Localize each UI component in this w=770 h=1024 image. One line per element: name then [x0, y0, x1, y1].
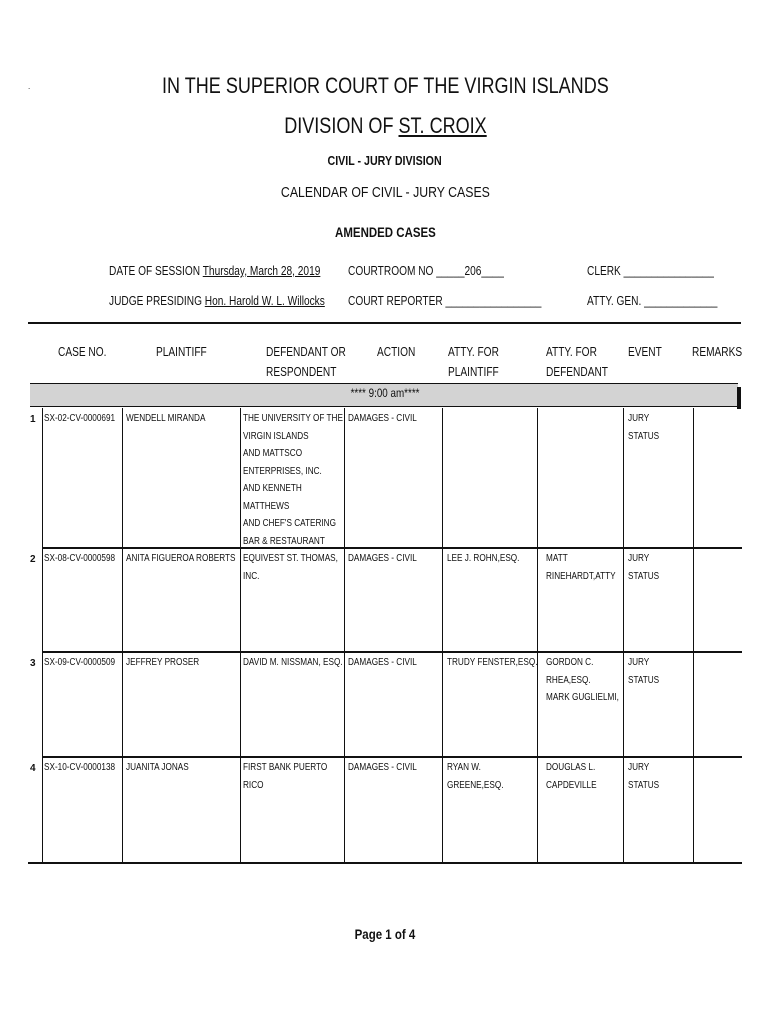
col-header-case: CASE NO.: [58, 344, 107, 359]
column-rule: [623, 408, 624, 548]
action-cell-text: DAMAGES - CIVIL: [348, 762, 417, 773]
action-cell-text: DAMAGES - CIVIL: [348, 553, 417, 564]
col-header-defendant: DEFENDANT OR RESPONDENT: [266, 344, 346, 379]
col-header-remarks: REMARKS: [692, 344, 743, 359]
atty-plaintiff-cell: [447, 654, 539, 672]
case-number-text: SX-08-CV-0000598: [44, 553, 116, 564]
atty-defendant-cell-line: RHEA,ESQ.: [546, 674, 591, 686]
atty-defendant-cell-line: CAPDEVILLE: [546, 779, 597, 791]
reporter-label: COURT REPORTER: [348, 293, 443, 308]
column-rule: [122, 548, 123, 652]
judge-line: [109, 293, 386, 308]
column-rule: [344, 652, 345, 757]
event-cell-line: JURY: [628, 553, 650, 564]
defendant-cell-line: MATTHEWS: [243, 500, 290, 512]
atty-defendant-cell-line: DOUGLAS L.: [546, 762, 596, 773]
event-cell: [628, 654, 690, 689]
amended-cases-heading: AMENDED CASES: [334, 224, 436, 240]
column-rule: [693, 548, 694, 652]
atty-defendant-cell-line: MATT: [546, 553, 568, 564]
column-rule: [122, 652, 123, 757]
defendant-cell: [243, 654, 343, 672]
column-rule: [240, 548, 241, 652]
page-number: Page 1 of 4: [354, 926, 416, 942]
attygen-line: [587, 293, 754, 308]
defendant-cell-line: ENTERPRISES, INC.: [243, 465, 322, 477]
column-rule: [693, 757, 694, 862]
defendant-cell-line: AND MATTSCO: [243, 448, 303, 459]
time-slot-label: **** 9:00 am****: [350, 386, 420, 400]
defendant-cell-line: THE UNIVERSITY OF THE: [243, 413, 343, 424]
plaintiff-cell: [126, 759, 240, 777]
atty-plaintiff-cell-line: GREENE,ESQ.: [447, 779, 504, 791]
plaintiff-cell-text: ANITA FIGUEROA ROBERTS: [126, 553, 236, 564]
col-header-atty-defendant: ATTY. FOR DEFENDANT: [546, 344, 608, 379]
calendar-title: CALENDAR OF CIVIL - JURY CASES: [280, 184, 490, 201]
defendant-cell: [243, 759, 343, 794]
reporter-blank: _________________: [445, 293, 542, 308]
reporter-line: [348, 293, 596, 308]
event-cell: [628, 759, 690, 794]
event-cell-line: JURY: [628, 657, 650, 668]
event-cell-line: STATUS: [628, 779, 660, 791]
row-number: 4: [30, 763, 36, 774]
action-cell: [348, 550, 440, 568]
defendant-cell-line: AND KENNETH: [243, 483, 302, 494]
defendant-cell: [243, 550, 343, 585]
plaintiff-cell-text: JEFFREY PROSER: [126, 657, 200, 668]
clerk-blank: ________________: [623, 263, 714, 278]
defendant-cell-line: DAVID M. NISSMAN, ESQ.: [243, 657, 343, 668]
session-date-value: Thursday, March 28, 2019: [202, 263, 321, 278]
event-cell-line: STATUS: [628, 570, 660, 582]
event-cell: [628, 410, 690, 445]
row-divider: [42, 651, 742, 653]
case-number: [44, 759, 122, 777]
plaintiff-cell-text: JUANITA JONAS: [126, 762, 189, 773]
attygen-label: ATTY. GEN.: [587, 293, 642, 308]
column-rule: [240, 408, 241, 548]
action-cell: [348, 759, 440, 777]
table-bottom-rule: [28, 862, 742, 864]
event-cell-line: JURY: [628, 762, 650, 773]
division-prefix: DIVISION OF: [283, 113, 399, 138]
atty-defendant-cell-line: RINEHARDT,ATTY: [546, 570, 616, 582]
courtroom-line: [348, 263, 548, 278]
case-number-text: SX-02-CV-0000691: [44, 413, 116, 424]
court-title: IN THE SUPERIOR COURT OF THE VIRGIN ISLANDS: [161, 73, 609, 98]
column-rule: [122, 408, 123, 548]
event-cell-line: STATUS: [628, 430, 660, 442]
column-rule: [240, 757, 241, 862]
row-number: 3: [30, 658, 36, 669]
column-rule: [42, 408, 43, 548]
defendant-cell-line: EQUIVEST ST. THOMAS,: [243, 553, 338, 564]
col-header-plaintiff: PLAINTIFF: [156, 344, 207, 359]
column-rule: [442, 548, 443, 652]
action-cell: [348, 410, 440, 428]
column-rule: [344, 548, 345, 652]
plaintiff-cell: [126, 410, 240, 428]
column-rule: [42, 548, 43, 652]
event-cell-line: STATUS: [628, 674, 660, 686]
case-number: [44, 550, 122, 568]
plaintiff-cell: [126, 654, 240, 672]
session-date-line: [109, 263, 380, 278]
column-rule: [42, 757, 43, 862]
action-cell: [348, 654, 440, 672]
session-date-label: DATE OF SESSION: [109, 263, 201, 278]
action-cell-text: DAMAGES - CIVIL: [348, 413, 417, 424]
col-header-atty-plaintiff: ATTY. FOR PLAINTIFF: [448, 344, 499, 379]
defendant-cell-line: VIRGIN ISLANDS: [243, 430, 309, 442]
stray-mark: .: [28, 82, 31, 91]
judge-value: Hon. Harold W. L. Willocks: [204, 293, 325, 308]
row-divider: [42, 547, 742, 549]
case-number: [44, 410, 122, 428]
column-rule: [344, 757, 345, 862]
defendant-cell-line: RICO: [243, 779, 264, 791]
column-rule: [42, 652, 43, 757]
division-subtitle: CIVIL - JURY DIVISION: [327, 153, 443, 168]
event-cell-line: JURY: [628, 413, 650, 424]
column-rule: [240, 652, 241, 757]
judge-label: JUDGE PRESIDING: [109, 293, 202, 308]
plaintiff-cell-text: WENDELL MIRANDA: [126, 413, 206, 424]
defendant-cell-line: BAR & RESTAURANT: [243, 535, 325, 547]
row-divider: [42, 756, 742, 758]
division-title: [0, 113, 770, 139]
column-rule: [442, 652, 443, 757]
column-rule: [442, 408, 443, 548]
case-number-text: SX-09-CV-0000509: [44, 657, 116, 668]
courtroom-label: COURTROOM NO: [348, 263, 434, 278]
atty-defendant-cell-line: GORDON C.: [546, 657, 594, 668]
courtroom-value: _____206____: [436, 263, 504, 278]
clerk-label: CLERK: [587, 263, 621, 278]
atty-defendant-cell: [546, 550, 626, 585]
action-cell-text: DAMAGES - CIVIL: [348, 657, 417, 668]
column-rule: [122, 757, 123, 862]
defendant-cell: [243, 410, 343, 550]
atty-defendant-cell: [546, 654, 626, 707]
case-number-text: SX-10-CV-0000138: [44, 762, 116, 773]
event-cell: [628, 550, 690, 585]
column-rule: [537, 408, 538, 548]
division-place: ST. CROIX: [398, 113, 487, 138]
column-rule: [442, 757, 443, 862]
case-number: [44, 654, 122, 672]
clerk-line: [587, 263, 750, 278]
atty-plaintiff-cell: [447, 759, 539, 794]
row-number: 1: [30, 414, 36, 425]
atty-defendant-cell-line: MARK GUGLIELMI,: [546, 692, 619, 703]
attygen-blank: _____________: [644, 293, 718, 308]
atty-plaintiff-cell-line: RYAN W.: [447, 762, 481, 773]
column-rule: [344, 408, 345, 548]
atty-plaintiff-cell: [447, 550, 539, 568]
col-header-event: EVENT: [628, 344, 662, 359]
header-divider: [28, 322, 741, 324]
row-number: 2: [30, 554, 36, 565]
atty-defendant-cell: [546, 759, 626, 794]
defendant-cell-line: FIRST BANK PUERTO: [243, 762, 328, 773]
column-rule: [693, 652, 694, 757]
defendant-cell-line: AND CHEF'S CATERING: [243, 518, 336, 529]
atty-plaintiff-cell-line: TRUDY FENSTER,ESQ.: [447, 657, 538, 668]
atty-plaintiff-cell-line: LEE J. ROHN,ESQ.: [447, 553, 520, 564]
col-header-action: ACTION: [377, 344, 416, 359]
plaintiff-cell: [126, 550, 240, 568]
defendant-cell-line: INC.: [243, 570, 260, 582]
column-rule: [693, 408, 694, 548]
